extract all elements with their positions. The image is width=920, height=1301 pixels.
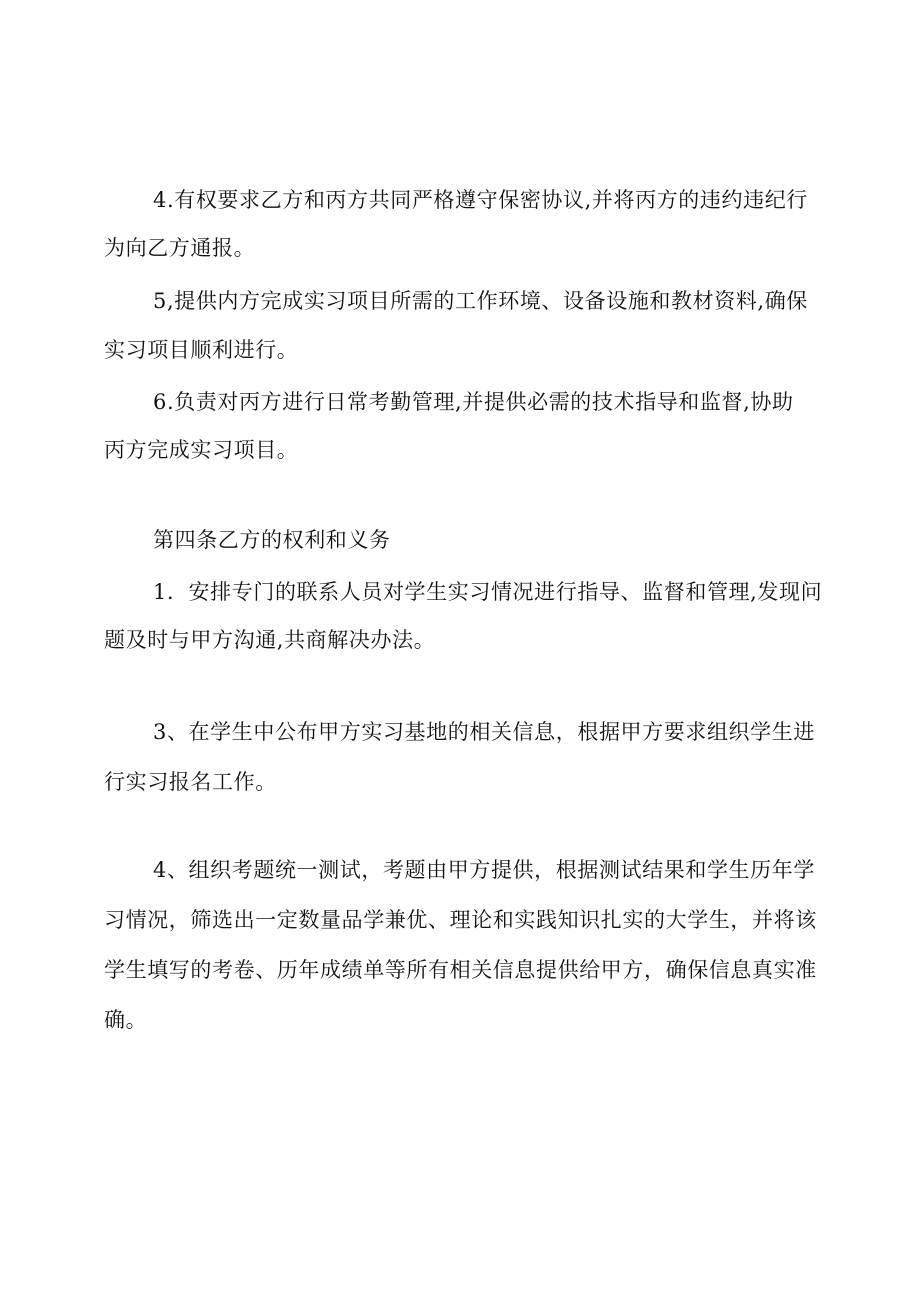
- clause-6-line-2: 丙方完成实习项目。: [104, 438, 299, 462]
- clause-5-line-2: 实习项目顺利进行。: [104, 338, 299, 362]
- party-b-item-1-line-2: 题及时与甲方沟通,共商解决办法。: [104, 628, 436, 652]
- party-b-item-3-line-2: 行实习报名工作。: [104, 770, 277, 794]
- clause-6-line-1: 6.负责对丙方进行日常考勤管理,并提供必需的技术指导和监督,协助: [153, 390, 794, 414]
- party-b-item-1-line-1: 1．安排专门的联系人员对学生实习情况进行指导、监督和管理,发现问: [153, 580, 823, 604]
- party-b-item-4-line-1: 4、组织考题统一测试，考题由甲方提供，根据测试结果和学生历年学: [153, 858, 815, 882]
- party-b-item-4-line-3: 学生填写的考卷、历年成绩单等所有相关信息提供给甲方，确保信息真实准: [104, 958, 817, 982]
- party-b-item-4-line-4: 确。: [104, 1008, 148, 1032]
- party-b-item-3-line-1: 3、在学生中公布甲方实习基地的相关信息，根据甲方要求组织学生进: [153, 720, 815, 744]
- party-b-item-4-line-2: 习情况，筛选出一定数量品学兼优、理论和实践知识扎实的大学生，并将该: [104, 908, 817, 932]
- clause-5-line-1: 5,提供内方完成实习项目所需的工作环境、设备设施和教材资料,确保: [153, 289, 808, 313]
- clause-4-line-1: 4.有权要求乙方和丙方共同严格遵守保密协议,并将丙方的违约违纪行: [153, 188, 808, 212]
- clause-4-line-2: 为向乙方通报。: [104, 236, 256, 260]
- section-heading: 第四条乙方的权利和义务: [153, 528, 391, 552]
